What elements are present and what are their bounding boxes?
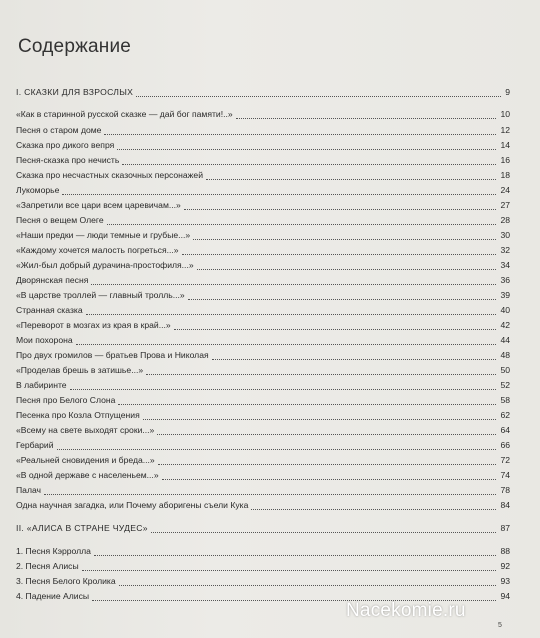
toc-entry-title: I. СКАЗКИ ДЛЯ ВЗРОСЛЫХ <box>16 87 134 97</box>
toc-entry <box>16 364 510 377</box>
toc-entry <box>16 274 510 287</box>
toc-leader-dots <box>251 499 496 510</box>
toc-entry <box>16 169 510 182</box>
toc-entry-title: Лукоморье <box>16 185 60 195</box>
toc-entry-title: «Как в старинной русской сказке — дай бог памяти!..» <box>16 109 233 119</box>
page-number: 5 <box>498 622 502 629</box>
toc-page-number: 92 <box>500 561 510 571</box>
toc-page-number: 72 <box>500 455 510 465</box>
toc-entry-title: Палач <box>16 485 42 495</box>
toc-entry <box>16 154 510 167</box>
toc-leader-dots <box>82 560 497 571</box>
toc-leader-dots <box>182 244 497 255</box>
watermark-text: Nacekomie.ru <box>346 600 466 621</box>
toc-leader-dots <box>236 108 497 119</box>
toc-leader-dots <box>70 379 497 390</box>
toc-page-number: 24 <box>500 185 510 195</box>
toc-entry-title: 1. Песня Кэрролла <box>16 546 91 556</box>
toc-leader-dots <box>146 364 496 375</box>
toc-leader-dots <box>91 274 496 285</box>
toc-entry-title: Сказка про дикого вепря <box>16 140 115 150</box>
toc-entry-title: II. «АЛИСА В СТРАНЕ ЧУДЕС» <box>16 523 148 533</box>
toc-leader-dots <box>162 469 497 480</box>
toc-page-number: 16 <box>500 155 510 165</box>
toc-leader-dots <box>151 522 497 533</box>
toc-leader-dots <box>119 575 497 586</box>
toc-entry <box>16 439 510 452</box>
toc-leader-dots <box>104 124 496 135</box>
toc-entry <box>16 214 510 227</box>
toc-entry-title: Сказка про несчастных сказочных персонажей <box>16 170 204 180</box>
toc-entry <box>16 244 510 257</box>
toc-leader-dots <box>94 545 496 556</box>
toc-leader-dots <box>206 169 496 180</box>
toc-entry-title: Про двух громилов — братьев Прова и Николая <box>16 350 209 360</box>
toc-entry <box>16 229 510 242</box>
toc-leader-dots <box>157 424 496 435</box>
toc-entry-title: «В царстве троллей — главный тролль...» <box>16 290 185 300</box>
toc-page-number: 52 <box>500 380 510 390</box>
toc-entry <box>16 575 510 588</box>
toc-leader-dots <box>117 139 496 150</box>
toc-leader-dots <box>212 349 497 360</box>
toc-leader-dots <box>158 454 497 465</box>
toc-page-number: 58 <box>500 395 510 405</box>
toc-entry <box>16 289 510 302</box>
toc-page-number: 14 <box>500 140 510 150</box>
toc-page-number: 48 <box>500 350 510 360</box>
toc-leader-dots <box>197 259 497 270</box>
toc-leader-dots <box>184 199 497 210</box>
toc-leader-dots <box>122 154 496 165</box>
toc-leader-dots <box>143 409 497 420</box>
toc-entry-title: 2. Песня Алисы <box>16 561 79 571</box>
toc-entry-title: Гербарий <box>16 440 54 450</box>
toc-leader-dots <box>136 86 501 97</box>
toc-entry <box>16 469 510 482</box>
toc-page-number: 78 <box>500 485 510 495</box>
toc-page-number: 74 <box>500 470 510 480</box>
toc-entry <box>16 454 510 467</box>
toc-page-number: 50 <box>500 365 510 375</box>
toc-entry-title: Песня про Белого Слона <box>16 395 116 405</box>
toc-page-number: 44 <box>500 335 510 345</box>
toc-page-number: 94 <box>500 591 510 601</box>
toc-leader-dots <box>188 289 497 300</box>
toc-page-number: 12 <box>500 125 510 135</box>
toc-entry-title: «Жил-был добрый дурачина-простофиля...» <box>16 260 194 270</box>
toc-page-number: 10 <box>500 109 510 119</box>
toc-entry-title: Мои похорона <box>16 335 73 345</box>
toc-page-number: 93 <box>500 576 510 586</box>
toc-entry <box>16 139 510 152</box>
toc-entry-title: Песня о старом доме <box>16 125 102 135</box>
toc-entry <box>16 184 510 197</box>
toc-entry-title: Дворянская песня <box>16 275 89 285</box>
toc-entry-title: «Реальней сновидения и бреда...» <box>16 455 155 465</box>
toc-entry-title: Песенка про Козла Отпущения <box>16 410 140 420</box>
toc-entry <box>16 545 510 558</box>
toc-page-number: 87 <box>500 523 510 533</box>
toc-entry-title: В лабиринте <box>16 380 67 390</box>
toc-leader-dots <box>86 304 497 315</box>
toc-entry-title: Песня-сказка про нечисть <box>16 155 120 165</box>
toc-page-number: 27 <box>500 200 510 210</box>
toc-leader-dots <box>57 439 497 450</box>
toc-entry <box>16 424 510 437</box>
toc-leader-dots <box>174 319 497 330</box>
toc-page-number: 62 <box>500 410 510 420</box>
toc-page-number: 40 <box>500 305 510 315</box>
toc-page-number: 42 <box>500 320 510 330</box>
toc-entry-title: «Проделав брешь в затишье...» <box>16 365 144 375</box>
toc-page-number: 64 <box>500 425 510 435</box>
toc-leader-dots <box>118 394 496 405</box>
toc-entry-title: 4. Падение Алисы <box>16 591 90 601</box>
toc-page-number: 88 <box>500 546 510 556</box>
toc-entry <box>16 499 510 512</box>
toc-page-number: 84 <box>500 500 510 510</box>
toc-entry <box>16 484 510 497</box>
toc-page-number: 36 <box>500 275 510 285</box>
toc-entry <box>16 108 510 121</box>
toc-entry-title: Странная сказка <box>16 305 83 315</box>
toc-leader-dots <box>62 184 496 195</box>
toc-entry <box>16 124 510 137</box>
toc-section-heading <box>16 522 510 535</box>
toc-entry <box>16 349 510 362</box>
toc-entry <box>16 334 510 347</box>
toc-entry-title: «Наши предки — люди темные и грубые...» <box>16 230 191 240</box>
page-title: Содержание <box>18 36 132 57</box>
toc-entry <box>16 560 510 573</box>
toc-page-number: 9 <box>505 87 510 97</box>
toc-entry-title: «Всему на свете выходят сроки...» <box>16 425 155 435</box>
toc-leader-dots <box>193 229 496 240</box>
toc-page-number: 39 <box>500 290 510 300</box>
toc-entry-title: «В одной державе с населеньем...» <box>16 470 159 480</box>
toc-page-number: 18 <box>500 170 510 180</box>
toc-entry-title: 3. Песня Белого Кролика <box>16 576 116 586</box>
toc-entry <box>16 409 510 422</box>
toc-page-number: 30 <box>500 230 510 240</box>
toc-entry <box>16 379 510 392</box>
toc-leader-dots <box>44 484 496 495</box>
toc-page-number: 32 <box>500 245 510 255</box>
toc-entry-title: «Запретили все цари всем царевичам...» <box>16 200 181 210</box>
toc-entry-title: «Переворот в мозгах из края в край...» <box>16 320 171 330</box>
toc-section-heading <box>16 86 510 99</box>
toc-entry <box>16 199 510 212</box>
toc-entry <box>16 319 510 332</box>
toc-entry <box>16 394 510 407</box>
toc-entry <box>16 304 510 317</box>
toc-entry <box>16 259 510 272</box>
toc-entry-title: «Каждому хочется малость погреться...» <box>16 245 179 255</box>
toc-entry-title: Одна научная загадка, или Почему аборигены съели Кука <box>16 500 249 510</box>
toc-entry-title: Песня о вещем Олеге <box>16 215 104 225</box>
toc-page-number: 34 <box>500 260 510 270</box>
toc-leader-dots <box>107 214 497 225</box>
toc-page-number: 66 <box>500 440 510 450</box>
toc-leader-dots <box>76 334 497 345</box>
toc-page-number: 28 <box>500 215 510 225</box>
